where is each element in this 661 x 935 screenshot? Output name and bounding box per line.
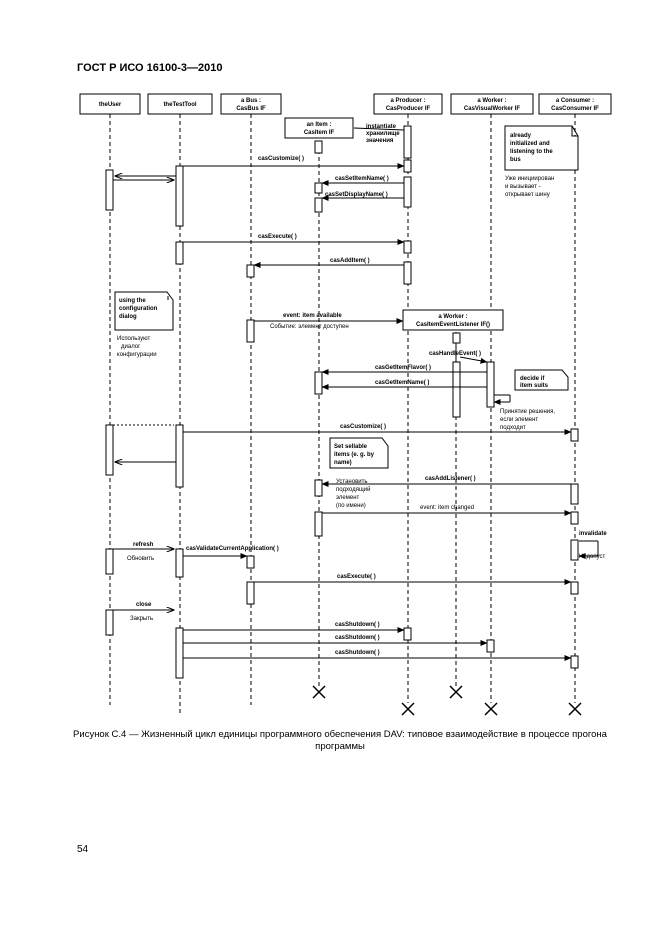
message-label: event: item available (283, 313, 342, 319)
activation-bar (315, 183, 322, 193)
header-text: CasConsumer IF (551, 106, 599, 112)
activation-bar (247, 556, 254, 568)
message-label: casGetItemName( ) (375, 380, 430, 386)
page-number: 54 (77, 844, 89, 855)
activation-bar (571, 582, 578, 594)
destroy-mark (485, 703, 497, 715)
note-text: invalidate (579, 531, 607, 537)
note-text: Недопуст (579, 554, 606, 560)
activation-bar (176, 628, 183, 678)
destroy-mark (569, 703, 581, 715)
activation-bar (106, 170, 113, 210)
activation-bar (315, 480, 322, 496)
header-text: a Producer : (390, 98, 426, 104)
message-label: casShutdown( ) (335, 650, 380, 656)
note-text: если элемент (500, 417, 539, 423)
activation-bar (176, 242, 183, 264)
message-label: Событие: элемент доступен (270, 324, 349, 330)
message-label: close (136, 602, 152, 608)
note-text: открывает шину (505, 192, 550, 198)
activation-bar (404, 177, 411, 207)
activation-bar (571, 540, 578, 560)
message-label: event: item changed (420, 505, 475, 511)
activation-bar (106, 425, 113, 475)
destroy-mark (313, 686, 325, 698)
activation-bar (247, 582, 254, 604)
note-text: using the (119, 298, 146, 304)
message-label: refresh (133, 542, 154, 548)
activation-bar (571, 656, 578, 668)
note-text: Уже инициирован (505, 176, 555, 182)
activation-bar (315, 141, 322, 153)
activation-bar (571, 429, 578, 441)
message-label: casCustomize( ) (258, 156, 305, 162)
header-text: theUser (98, 102, 122, 108)
destroy-mark (402, 703, 414, 715)
note-text: listening to the (510, 149, 553, 155)
header-text: CasBus IF (236, 106, 266, 112)
activation-bar (315, 512, 322, 536)
note-text: configuration (119, 306, 158, 312)
note-text: хранилище (366, 131, 400, 137)
note-text: подходит (500, 425, 526, 431)
header-text: CasProducer IF (385, 106, 431, 112)
note-text: already (510, 133, 532, 139)
activation-bar (453, 333, 460, 343)
header-text: a Worker : (438, 314, 468, 320)
message-label: casShutdown( ) (335, 622, 380, 628)
header-text: a Consumer : (555, 98, 595, 104)
message-label: casExecute( ) (337, 574, 376, 580)
header-text: a Bus : (240, 98, 262, 104)
activation-bar (404, 160, 411, 172)
activation-bar (453, 362, 460, 417)
activation-bar (247, 320, 254, 342)
note-text: bus (510, 157, 521, 163)
note-text: items (e. g. by (334, 452, 375, 458)
message-label: Обновить (127, 556, 155, 562)
activation-bar (176, 549, 183, 577)
activation-bar (106, 549, 113, 574)
message-label: casGetItemFlavor( ) (375, 365, 432, 371)
note-text: Используют (117, 336, 151, 342)
activation-bar (571, 512, 578, 524)
message-label: casValidateCurrentApplication( ) (186, 546, 279, 552)
activation-bar (404, 126, 411, 158)
message-label: casExecute( ) (258, 234, 297, 240)
message-label: casAddItem( ) (330, 258, 370, 264)
activation-bar (176, 166, 183, 226)
note-text: Set sellable (334, 444, 368, 450)
note-text: item suits (520, 383, 549, 389)
note-text: значения (366, 138, 394, 144)
header-text: theTestTool (163, 102, 197, 108)
message-label: casSetItemName( ) (335, 176, 389, 182)
activation-bar (315, 198, 322, 212)
activation-bar (487, 362, 494, 407)
note-text: decide if (520, 376, 545, 382)
activation-bar (404, 262, 411, 284)
header-text: CasItemEventListener IF() (415, 322, 491, 328)
note-text: (по имени) (336, 503, 366, 509)
message-label: casHandleEvent( ) (429, 351, 482, 357)
activation-bar (106, 610, 113, 635)
activation-bar (404, 628, 411, 640)
activation-bar (487, 640, 494, 652)
note-text: элемент (336, 495, 360, 501)
message-label: casShutdown( ) (335, 635, 380, 641)
message-label: casCustomize( ) (340, 424, 387, 430)
activation-bar (176, 425, 183, 487)
note-text: Установить (336, 479, 368, 485)
note-text: Принятие решения, (500, 409, 556, 415)
message-label: casAddListener( ) (425, 476, 476, 482)
note-text: и вызывает - (505, 184, 541, 190)
note-text: name) (334, 460, 352, 466)
header-text: CasItem IF (303, 130, 335, 136)
note-text: подходящий (336, 487, 371, 493)
activation-bar (247, 265, 254, 277)
figure-caption: Рисунок С.4 — Жизненный цикл единицы программного обеспечения DAV: типовое взаимодействие в процессе прогона программы (73, 729, 607, 752)
header-text: CasVisualWorker IF (463, 106, 521, 112)
activation-bar (315, 372, 322, 394)
destroy-mark (450, 686, 462, 698)
header-text: an Item : (306, 122, 332, 128)
message-label: casSetDisplayName( ) (325, 192, 388, 198)
note-text: диалог (121, 344, 141, 350)
note-text: instantiate (366, 124, 397, 130)
document-header: ГОСТ Р ИСО 16100-3—2010 (77, 62, 223, 74)
note-text: dialog (119, 314, 137, 320)
activation-bar (404, 241, 411, 253)
note-text: конфигурации (117, 352, 157, 358)
header-text: a Worker : (477, 98, 507, 104)
activation-bar (571, 484, 578, 504)
note-text: initialized and (510, 141, 550, 147)
message-label: Закрыть (130, 616, 154, 622)
